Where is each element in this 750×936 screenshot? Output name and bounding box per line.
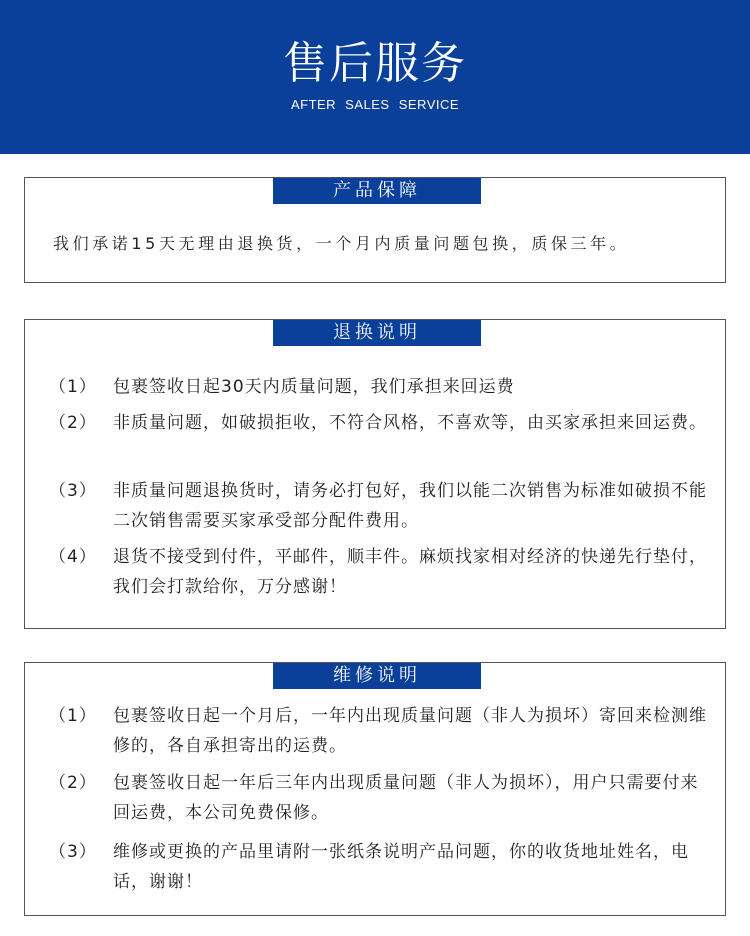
item-text: 非质量问题退换货时，请务必打包好，我们以能二次销售为标准如破损不能二次销售需要买家承受部分配件费用。 <box>113 481 707 531</box>
section-label: 产品保障 <box>273 178 481 204</box>
item-text: 退货不接受到付件，平邮件，顺丰件。麻烦找家相对经济的快递先行垫付，我们会打款给你，万分感谢！ <box>113 547 707 597</box>
item-text: 包裹签收日起30天内质量问题，我们承担来回运费 <box>113 377 515 397</box>
item-number: （3） <box>49 481 97 501</box>
list-item <box>49 476 709 536</box>
repair-policy-card <box>24 662 726 916</box>
list-item <box>49 837 709 897</box>
list-item <box>49 542 709 602</box>
list-item <box>49 768 709 828</box>
item-number: （3） <box>49 842 97 862</box>
item-text: 非质量问题，如破损拒收，不符合风格，不喜欢等，由买家承担来回运费。 <box>113 413 707 433</box>
list-item <box>49 408 709 438</box>
item-number: （1） <box>49 377 97 397</box>
page-title: 售后服务 <box>283 38 467 89</box>
page-subtitle: AFTER SALES SERVICE <box>290 97 460 112</box>
section-label: 维修说明 <box>273 663 481 689</box>
list-item <box>49 372 709 402</box>
product-guarantee-card <box>24 177 726 283</box>
item-number: （4） <box>49 547 97 567</box>
guarantee-text: 我们承诺15天无理由退换货，一个月内质量问题包换，质保三年。 <box>53 234 630 253</box>
header-banner <box>0 0 750 154</box>
item-number: （1） <box>49 706 97 726</box>
list-item <box>49 701 709 761</box>
section-label: 退换说明 <box>273 320 481 346</box>
item-text: 包裹签收日起一年后三年内出现质量问题（非人为损坏），用户只需要付来回运费，本公司免费保修。 <box>113 773 699 823</box>
item-number: （2） <box>49 413 97 433</box>
item-text: 包裹签收日起一个月后，一年内出现质量问题（非人为损坏）寄回来检测维修的，各自承担寄出的运费。 <box>113 706 707 756</box>
return-policy-card <box>24 319 726 629</box>
item-number: （2） <box>49 773 97 793</box>
item-text: 维修或更换的产品里请附一张纸条说明产品问题，你的收货地址姓名，电话，谢谢！ <box>113 842 689 892</box>
